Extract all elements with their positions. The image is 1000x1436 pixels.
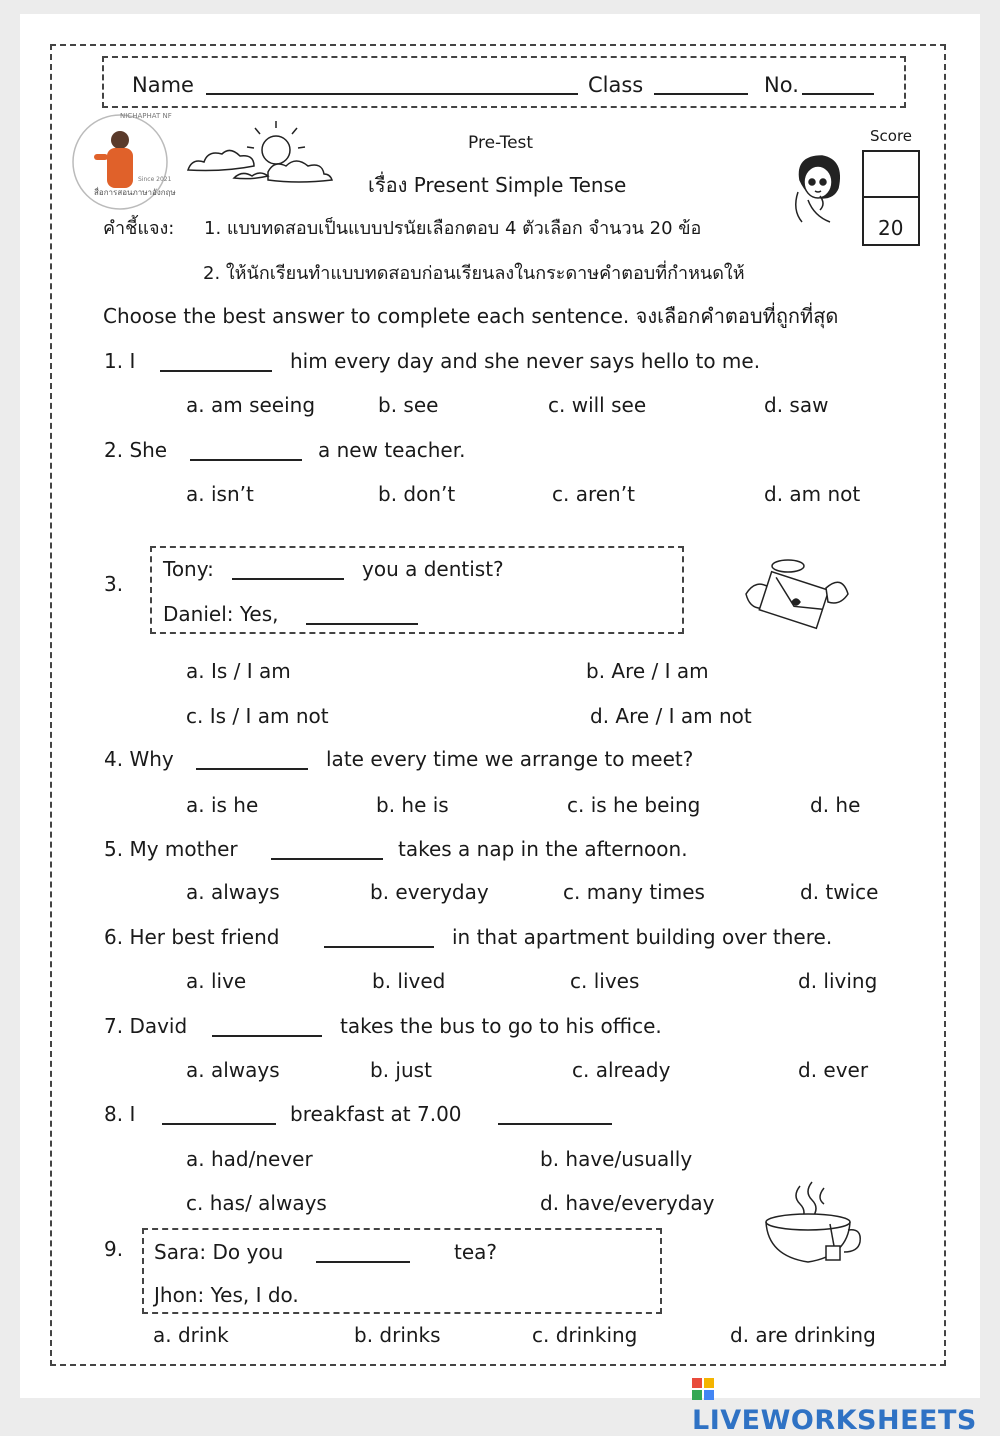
q8-blank-2[interactable] — [498, 1105, 612, 1125]
q1-stem-start: 1. I — [104, 349, 136, 373]
q1-stem-end: him every day and she never says hello to me. — [290, 349, 761, 373]
topic-title: เรื่อง Present Simple Tense — [368, 173, 627, 197]
q8-blank-1[interactable] — [162, 1105, 276, 1125]
q9-line1-start: Sara: Do you — [154, 1240, 284, 1264]
logo-since: Since 2021 — [138, 176, 172, 183]
q9-line2: Jhon: Yes, I do. — [154, 1283, 299, 1307]
q2-option-b[interactable]: b. don’t — [378, 482, 456, 506]
q9-option-b[interactable]: b. drinks — [354, 1323, 441, 1347]
q7-option-a[interactable]: a. always — [186, 1058, 280, 1082]
q3-number: 3. — [104, 572, 124, 596]
name-label: Name — [132, 73, 194, 97]
number-field[interactable] — [802, 75, 874, 95]
q8-option-d[interactable]: d. have/everyday — [540, 1191, 715, 1215]
q4-blank[interactable] — [196, 750, 308, 770]
class-field[interactable] — [654, 75, 748, 95]
q9-option-a[interactable]: a. drink — [153, 1323, 229, 1347]
logo-name: NICHAPHAT NF — [120, 112, 172, 120]
q1-blank[interactable] — [160, 352, 272, 372]
class-label: Class — [588, 73, 644, 97]
liveworksheets-brand: LIVEWORKSHEETS — [692, 1405, 977, 1436]
page-border — [50, 44, 946, 1366]
q4-option-a[interactable]: a. is he — [186, 793, 259, 817]
q3-line1-start: Tony: — [163, 557, 214, 581]
directive: Choose the best answer to complete each sentence. จงเลือกคำตอบที่ถูกที่สุด — [103, 304, 839, 328]
instruction-1: 1. แบบทดสอบเป็นแบบปรนัยเลือกตอบ 4 ตัวเลือก จำนวน 20 ข้อ — [204, 218, 702, 239]
q7-option-d[interactable]: d. ever — [798, 1058, 869, 1082]
q1-option-c[interactable]: c. will see — [548, 393, 647, 417]
q6-stem-start: 6. Her best friend — [104, 925, 280, 949]
q3-option-c[interactable]: c. Is / I am not — [186, 704, 329, 728]
pretest-label: Pre-Test — [468, 133, 534, 153]
q9-blank[interactable] — [316, 1243, 410, 1263]
winged-letter-icon — [742, 552, 852, 636]
q8-stem-start: 8. I — [104, 1102, 136, 1126]
q6-stem-end: in that apartment building over there. — [452, 925, 833, 949]
q9-line1-end: tea? — [454, 1240, 498, 1264]
q7-stem-start: 7. David — [104, 1014, 188, 1038]
q8-option-a[interactable]: a. had/never — [186, 1147, 313, 1171]
q4-stem-end: late every time we arrange to meet? — [326, 747, 694, 771]
q5-blank[interactable] — [271, 840, 383, 860]
q6-option-c[interactable]: c. lives — [570, 969, 640, 993]
instruction-2: 2. ให้นักเรียนทำแบบทดสอบก่อนเรียนลงในกระดาษคำตอบที่กำหนดให้ — [203, 263, 745, 284]
tea-cup-icon — [760, 1178, 866, 1274]
q2-option-a[interactable]: a. isn’t — [186, 482, 254, 506]
q4-option-c[interactable]: c. is he being — [567, 793, 701, 817]
q1-option-a[interactable]: a. am seeing — [186, 393, 316, 417]
q4-option-b[interactable]: b. he is — [376, 793, 449, 817]
number-label: No. — [764, 73, 799, 97]
q5-option-c[interactable]: c. many times — [563, 880, 705, 904]
q6-option-a[interactable]: a. live — [186, 969, 247, 993]
q5-option-b[interactable]: b. everyday — [370, 880, 489, 904]
q3-blank-1[interactable] — [232, 560, 344, 580]
q6-option-d[interactable]: d. living — [798, 969, 878, 993]
q3-option-a[interactable]: a. Is / I am — [186, 659, 291, 683]
score-total: 20 — [878, 216, 904, 240]
score-label: Score — [870, 127, 913, 145]
q5-option-d[interactable]: d. twice — [800, 880, 879, 904]
q2-blank[interactable] — [190, 441, 302, 461]
liveworksheets-logo[interactable] — [692, 1374, 1000, 1436]
q3-blank-2[interactable] — [306, 605, 418, 625]
q9-option-d[interactable]: d. are drinking — [730, 1323, 876, 1347]
q4-option-d[interactable]: d. he — [810, 793, 861, 817]
girl-illustration — [786, 150, 846, 226]
q8-stem-mid: breakfast at 7.00 — [290, 1102, 462, 1126]
q2-option-c[interactable]: c. aren’t — [552, 482, 635, 506]
q6-blank[interactable] — [324, 928, 434, 948]
name-field[interactable] — [206, 75, 578, 95]
q1-option-d[interactable]: d. saw — [764, 393, 829, 417]
q3-option-b[interactable]: b. Are / I am — [586, 659, 709, 683]
q7-blank[interactable] — [212, 1017, 322, 1037]
q2-option-d[interactable]: d. am not — [764, 482, 861, 506]
q5-stem-end: takes a nap in the afternoon. — [398, 837, 688, 861]
q3-option-d[interactable]: d. Are / I am not — [590, 704, 752, 728]
q5-stem-start: 5. My mother — [104, 837, 238, 861]
q9-number: 9. — [104, 1237, 124, 1261]
q3-line1-end: you a dentist? — [362, 557, 504, 581]
q4-stem-start: 4. Why — [104, 747, 174, 771]
q2-stem-start: 2. She — [104, 438, 168, 462]
logo-caption: สื่อการสอนภาษาอังกฤษ — [94, 188, 176, 197]
liveworksheets-mark-icon — [692, 1378, 714, 1400]
q9-option-c[interactable]: c. drinking — [532, 1323, 638, 1347]
q6-option-b[interactable]: b. lived — [372, 969, 446, 993]
q5-option-a[interactable]: a. always — [186, 880, 280, 904]
q1-option-b[interactable]: b. see — [378, 393, 439, 417]
q2-stem-end: a new teacher. — [318, 438, 466, 462]
q8-option-b[interactable]: b. have/usually — [540, 1147, 693, 1171]
q7-stem-end: takes the bus to go to his office. — [340, 1014, 662, 1038]
q8-option-c[interactable]: c. has/ always — [186, 1191, 327, 1215]
q3-line2-start: Daniel: Yes, — [163, 602, 279, 626]
q7-option-b[interactable]: b. just — [370, 1058, 432, 1082]
instructions-label: คำชี้แจง: — [103, 218, 175, 239]
clouds-sun-icon — [184, 118, 344, 184]
q7-option-c[interactable]: c. already — [572, 1058, 671, 1082]
